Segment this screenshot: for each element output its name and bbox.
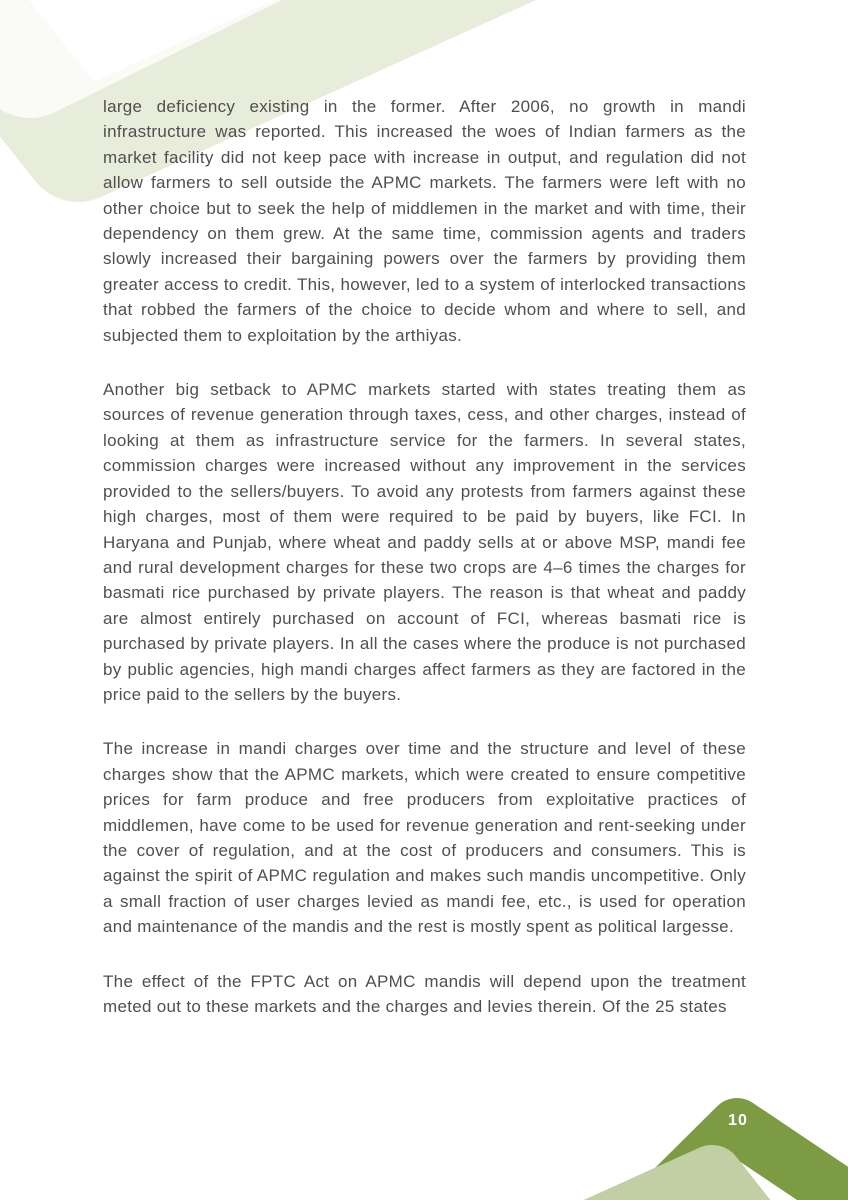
dark-olive-band [600,1126,848,1200]
paragraph-4: The effect of the FPTC Act on APMC mandis will depend upon the treatment meted out to these markets and the charges and levies therein. Of the 25 states [103,971,746,1016]
paragraph-3: The increase in mandi charges over time and the structure and level of these charges show that the APMC markets, which were created to ensure competitive prices for farm produce and free producers from exploitative practices of middlemen, have come to be used for revenue generation and rent-seeking under the cover of regulation, and at the cost of producers and consumers. This is against the spirit of APMC regulation and makes such mandis uncompetitive. Only a small fraction of user charges levied as mandi fee, etc., is used for operation and maintenance of the mandis and the rest is mostly spent as political largesse. [103,739,746,937]
white-overlay-band [0,0,490,62]
paragraph-1: large deficiency existing in the former. After 2006, no growth in mandi infrastructure was reported. This increased the woes of Indian farmers as the market facility did not keep pace with increase in output, and regulation did not allow farmers to sell outside the APMC markets. The farmers were left with no other choice but to seek the help of middlemen in the market and with time, their dependency on them grew. At the same time, commission agents and traders slowly increased their bargaining powers over the farmers by providing them greater access to credit. This, however, led to a system of interlocked transactions that robbed the farmers of the choice to decide whom and where to sell, and subjected them to exploitation by the arthiyas. [103,97,746,345]
paragraph-2: Another big setback to APMC markets started with states treating them as sources of revenue generation through taxes, cess, and other charges, instead of looking at them as infrastructure service for the farmers. In several states, commission charges were increased without any improvement in the services provided to the sellers/buyers. To avoid any protests from farmers against these high charges, most of them were required to be paid by buyers, like FCI. In Haryana and Punjab, where wheat and paddy sells at or above MSP, mandi fee and rural development charges for these two crops are 4–6 times the charges for basmati rice purchased by private players. The reason is that wheat and paddy are almost entirely purchased on account of FCI, whereas basmati rice is purchased by private players. In all the cases where the produce is not purchased by public agencies, high mandi charges affect farmers as they are factored in the price paid to the sellers by the buyers. [103,380,746,704]
light-sage-band [515,1176,808,1200]
page-number: 10 [728,1112,748,1129]
page-content [103,94,746,1048]
bottom-right-chevron-decoration [515,1126,848,1200]
